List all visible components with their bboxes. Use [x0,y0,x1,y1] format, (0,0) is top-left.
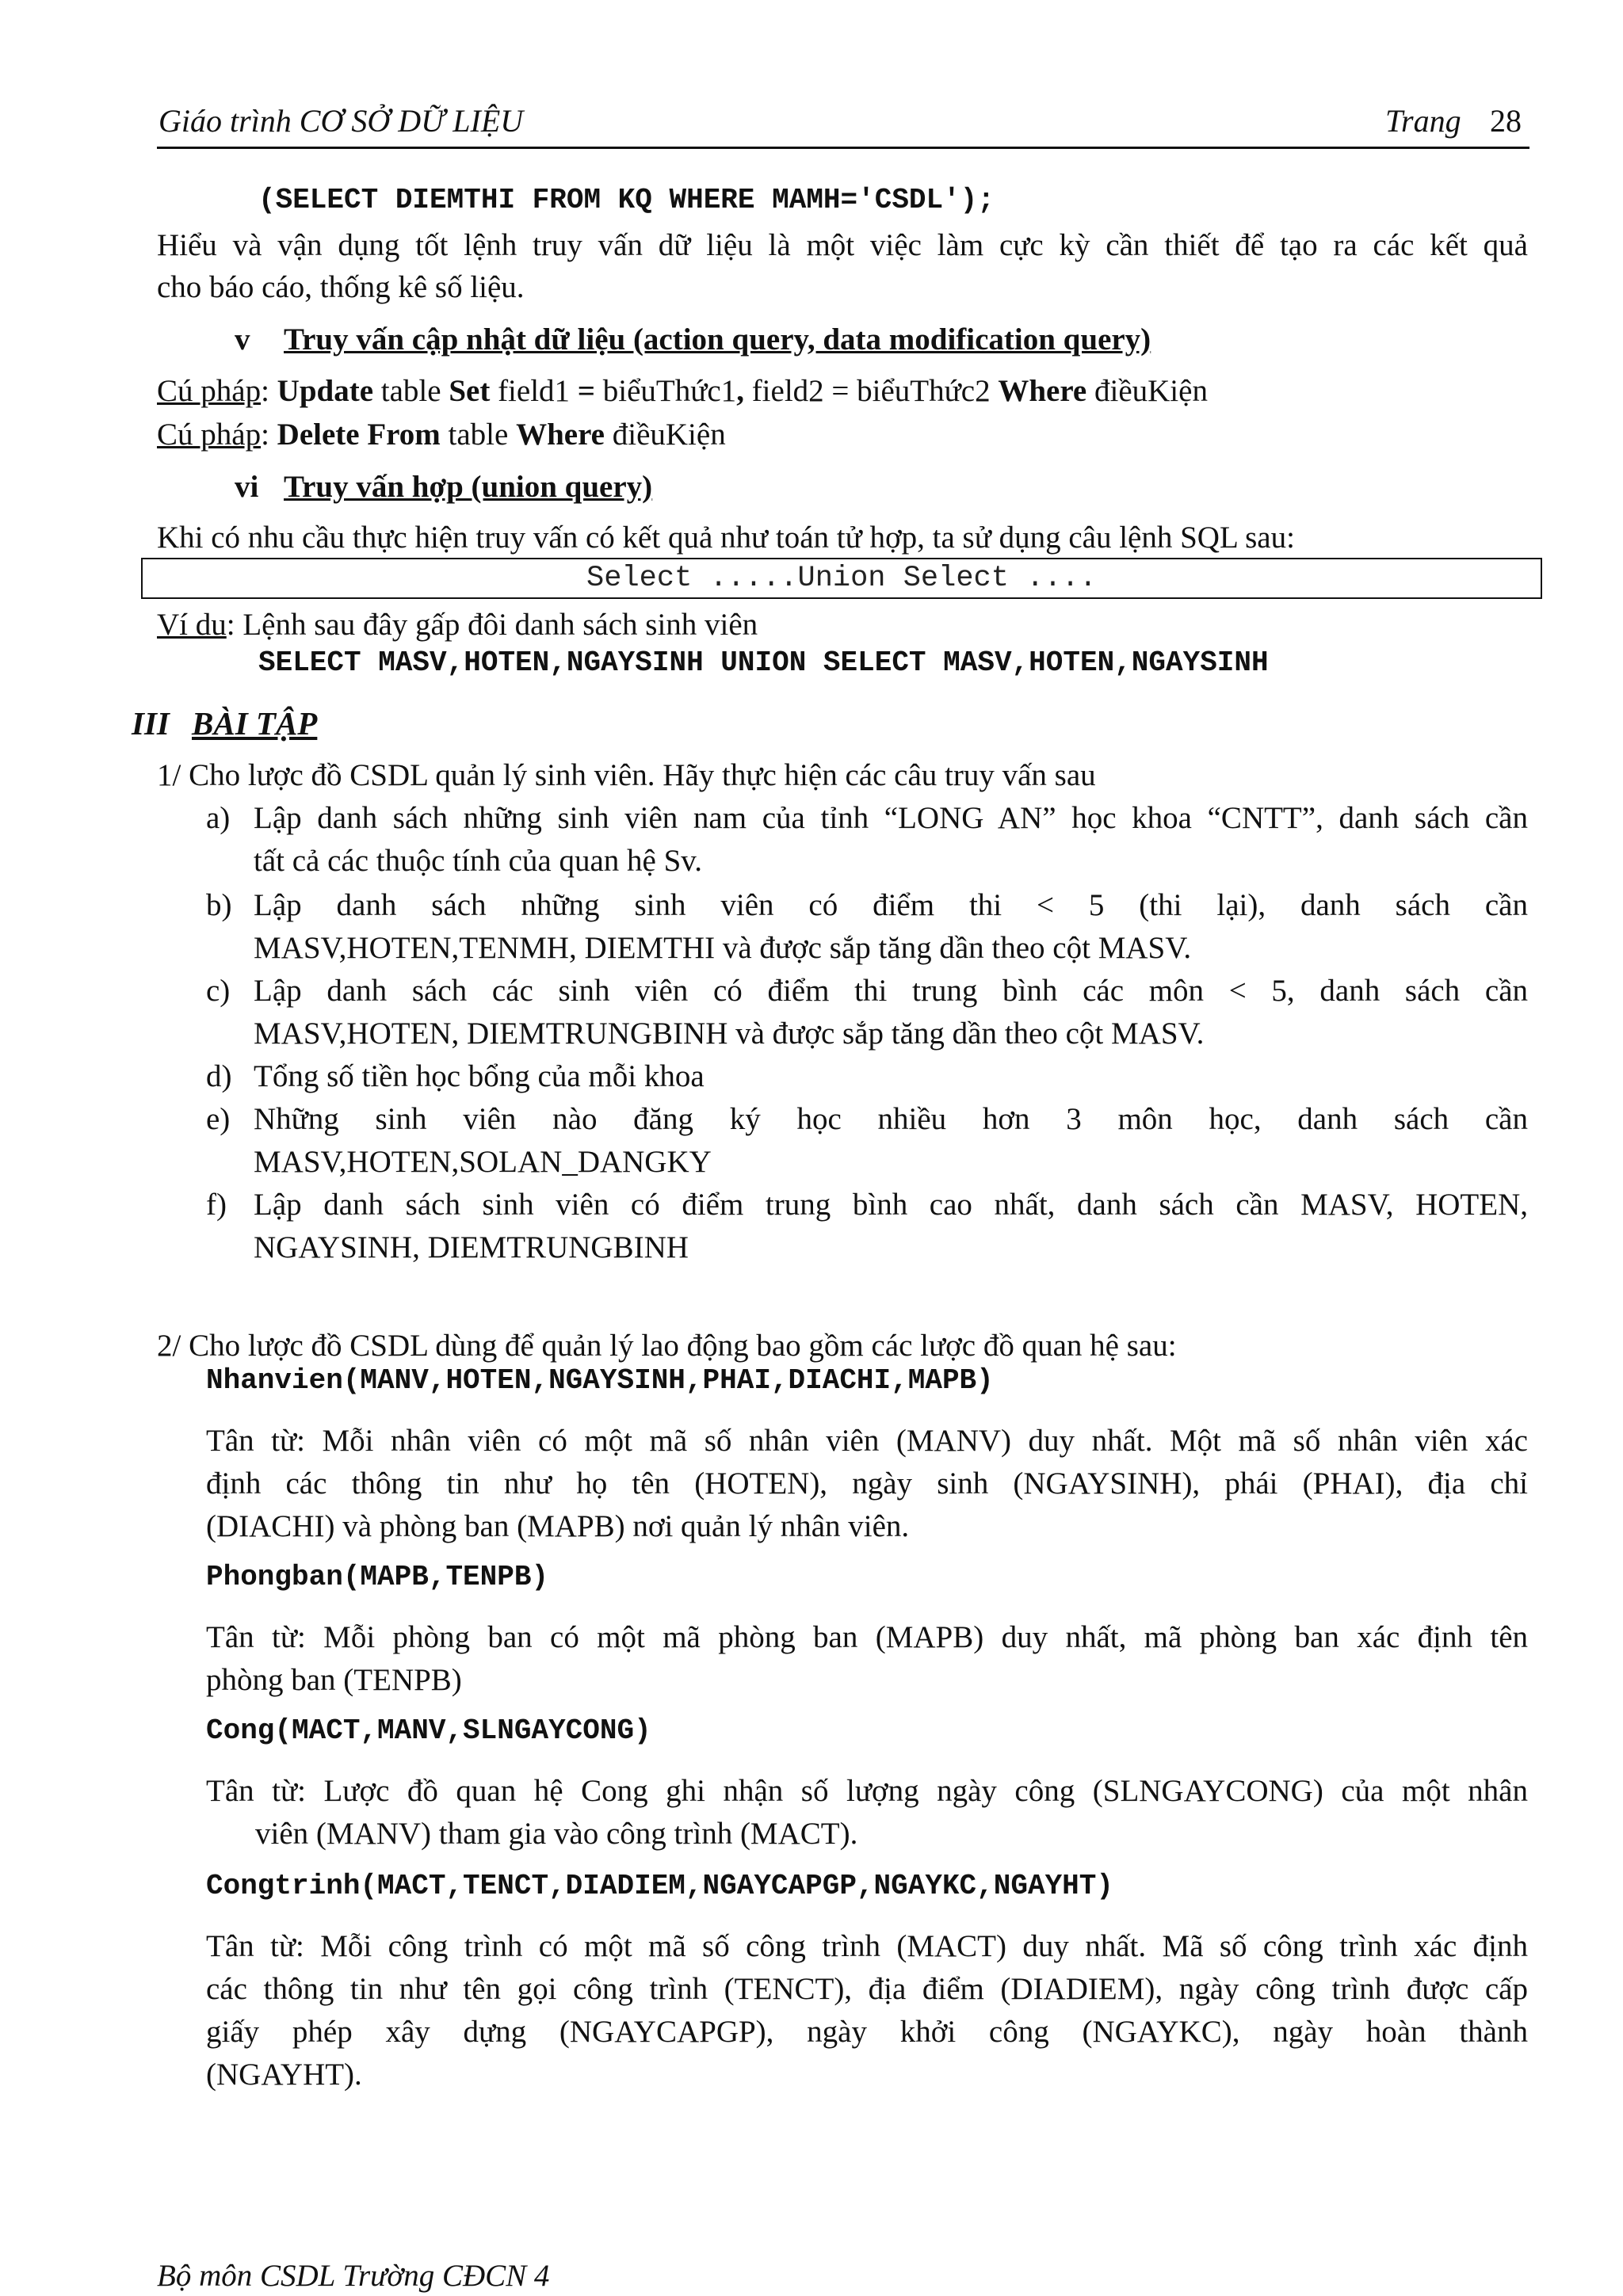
item-label: b) [206,888,232,922]
section-heading [235,466,1528,509]
item-label: d) [206,1059,232,1093]
schema-congtrinh: Congtrinh(MACT,TENCT,DIADIEM,NGAYCAPGP,NGAYKC,NGAYHT) [206,1870,1113,1902]
syntax-label: Cú pháp [157,418,262,452]
syntax-line [157,414,1528,456]
keyword: Set [449,374,491,408]
exercise-intro: 2/ Cho lược đồ CSDL dùng để quản lý lao động bao gồm các lược đồ quan hệ sau: [157,1329,1177,1363]
section-title: Truy vấn hợp (union query) [284,470,653,504]
description-line: viên (MANV) tham gia vào công trình (MACT). [255,1817,858,1851]
syntax-text: field2 = biểuThức2 [743,374,999,408]
syntax-separator: : [261,374,277,408]
item-line: MASV,HOTEN,SOLAN_DANGKY [254,1145,712,1179]
example-label: Ví du [157,608,227,642]
exercise-intro: 1/ Cho lược đồ CSDL quản lý sinh viên. Hãy thực hiện các câu truy vấn sau [157,758,1096,792]
item-line: Những sinh viên nào đăng ký học nhiều hơn 3 môn học, danh sách cần [254,1102,1528,1136]
code-box [141,558,1542,599]
syntax-text: điềuKiện [604,418,726,452]
syntax-label: Cú pháp [157,374,262,408]
item-line: Lập danh sách những sinh viên có điểm thi < 5 (thi lại), danh sách cần [254,888,1528,922]
schema-phongban: Phongban(MAPB,TENPB) [206,1561,549,1593]
item-line: Lập danh sách những sinh viên nam của tỉnh “LONG AN” học khoa “CNTT”, danh sách cần [254,801,1528,835]
section-marker: v [235,322,250,357]
paragraph-line: Khi có nhu cầu thực hiện truy vấn có kết quả như toán tử hợp, ta sử dụng câu lệnh SQL sau: [157,521,1295,555]
item-line: Lập danh sách sinh viên có điểm trung bình cao nhất, danh sách cần MASV, HOTEN, [254,1188,1528,1222]
page-body [132,0,1528,2296]
example-line [157,604,1528,646]
item-label: f) [206,1188,227,1222]
keyword: Where [998,374,1087,408]
syntax-text: biểuThức1 [595,374,737,408]
section-heading [235,318,1528,361]
paragraph-line: cho báo cáo, thống kê số liệu. [157,270,525,304]
description-line: Tân từ: Mỗi nhân viên có một mã số nhân viên (MANV) duy nhất. Một mã số nhân viên xác [206,1424,1528,1458]
item-line: Lập danh sách các sinh viên có điểm thi trung bình các môn < 5, danh sách cần [254,974,1528,1008]
description-line: Tân từ: Lược đồ quan hệ Cong ghi nhận số lượng ngày công (SLNGAYCONG) của một nhân [206,1774,1528,1808]
code-line: SELECT MASV,HOTEN,NGAYSINH UNION SELECT MASV,HOTEN,NGAYSINH [258,646,1269,679]
page-footer: Bộ môn CSDL Trường CĐCN 4 [157,2259,550,2293]
syntax-line [157,370,1528,413]
section-marker: vi [235,470,259,504]
item-line: NGAYSINH, DIEMTRUNGBINH [254,1230,689,1264]
keyword: Update [277,374,374,408]
description-line: (DIACHI) và phòng ban (MAPB) nơi quản lý nhân viên. [206,1509,910,1543]
description-line: Tân từ: Mỗi công trình có một mã số công trình (MACT) duy nhất. Mã số công trình xác định [206,1929,1528,1963]
section-title: Truy vấn cập nhật dữ liệu (action query, data modification query) [284,322,1151,357]
page-header-page-label: Trang [1385,103,1461,139]
description-line: định các thông tin như họ tên (HOTEN), ngày sinh (NGAYSINH), phái (PHAI), địa chỉ [206,1466,1528,1501]
paragraph-line: Hiểu và vận dụng tốt lệnh truy vấn dữ liệu là một việc làm cực kỳ cần thiết để tạo ra các kết quả [157,228,1528,262]
code-line: (SELECT DIEMTHI FROM KQ WHERE MAMH='CSDL'); [258,184,995,216]
section-heading-main [132,702,1528,745]
item-label: c) [206,974,231,1008]
operator: , [736,374,744,408]
page-header-title: Giáo trình CƠ SỞ DỮ LIỆU [158,103,524,139]
description-line: các thông tin như tên gọi công trình (TENCT), địa điểm (DIADIEM), ngày công trình được cấp [206,1972,1528,2006]
example-text: : Lệnh sau đây gấp đôi danh sách sinh viên [226,608,758,642]
item-line: MASV,HOTEN,TENMH, DIEMTHI và được sắp tăng dần theo cột MASV. [254,931,1192,965]
page-number: 28 [1490,103,1522,139]
section-numeral: III [132,705,170,742]
syntax-text: table [440,418,517,452]
syntax-text: field1 [490,374,578,408]
section-title: BÀI TẬP [192,705,318,742]
syntax-text: điềuKiện [1086,374,1208,408]
code-box-text: Select .....Union Select .... [586,562,1097,595]
schema-nhanvien: Nhanvien(MANV,HOTEN,NGAYSINH,PHAI,DIACHI,MAPB) [206,1364,994,1397]
operator: = [577,374,596,408]
item-label: e) [206,1102,231,1136]
description-line: giấy phép xây dựng (NGAYCAPGP), ngày khởi công (NGAYKC), ngày hoàn thành [206,2015,1528,2049]
syntax-separator: : [261,418,277,452]
item-label: a) [206,801,231,835]
item-line: MASV,HOTEN, DIEMTRUNGBINH và được sắp tăng dần theo cột MASV. [254,1016,1205,1051]
description-line: phòng ban (TENPB) [206,1663,462,1697]
keyword: Where [516,418,605,452]
description-line: (NGAYHT). [206,2058,362,2092]
syntax-text: table [373,374,449,408]
keyword: Delete From [277,418,441,452]
item-line: Tổng số tiền học bổng của mỗi khoa [254,1059,705,1093]
description-line: Tân từ: Mỗi phòng ban có một mã phòng ban (MAPB) duy nhất, mã phòng ban xác định tên [206,1620,1528,1654]
schema-cong: Cong(MACT,MANV,SLNGAYCONG) [206,1714,651,1747]
item-line: tất cả các thuộc tính của quan hệ Sv. [254,844,702,878]
